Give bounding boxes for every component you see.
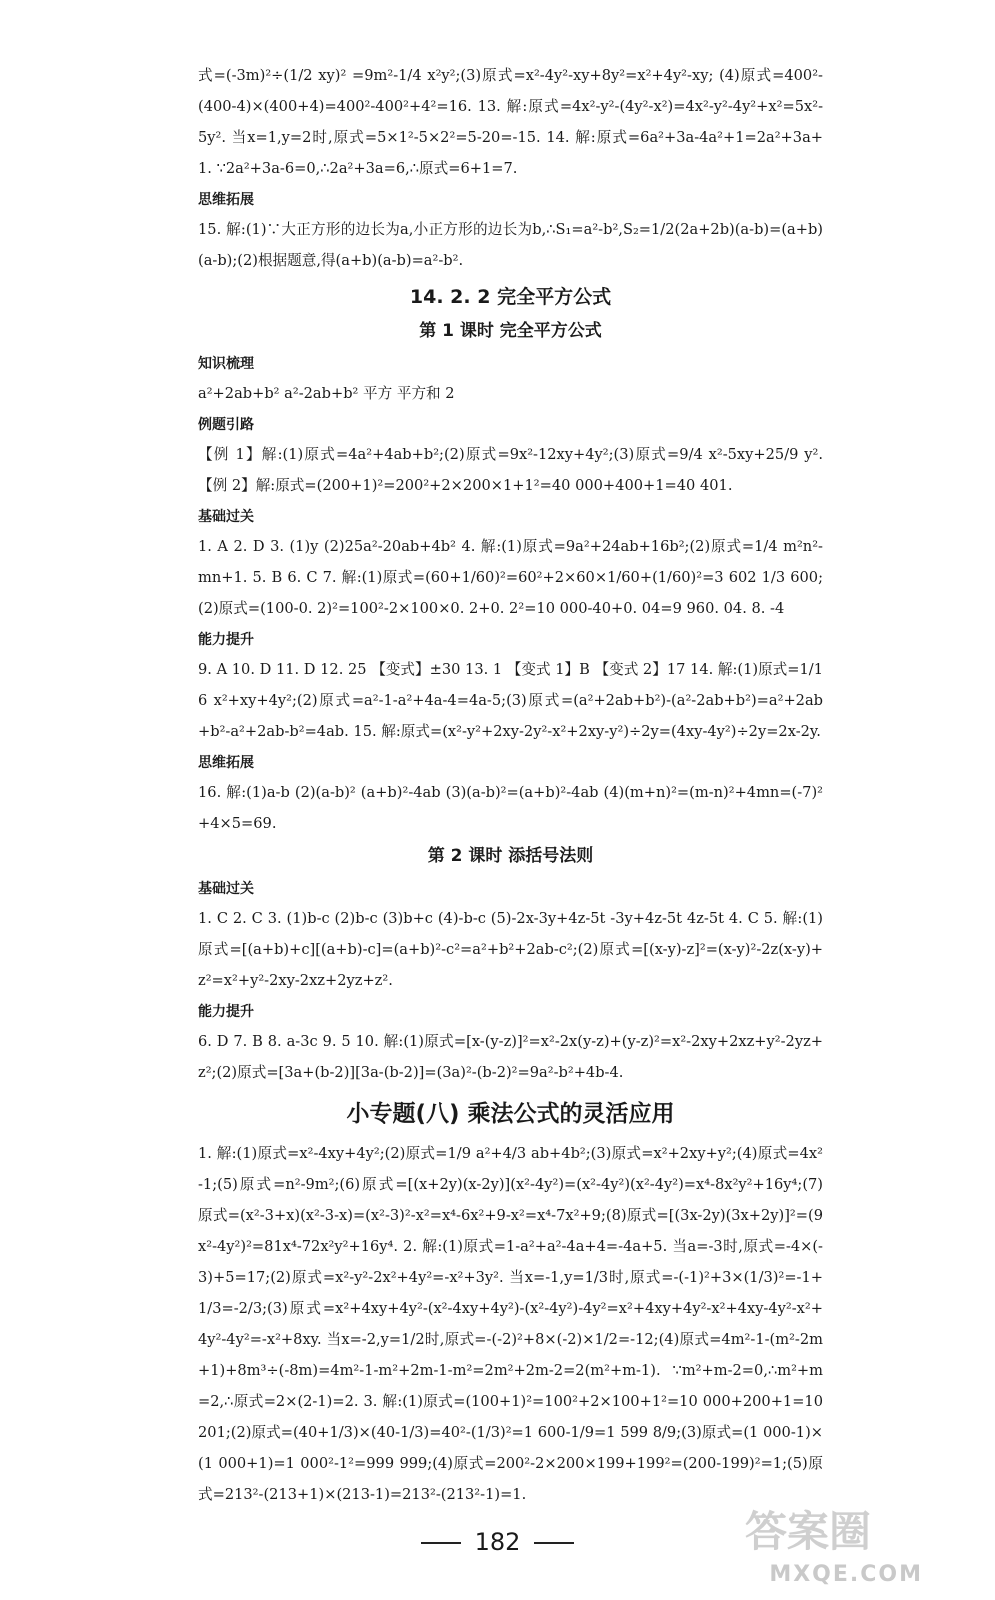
paragraph: 1. 解:(1)原式=x²-4xy+4y²;(2)原式=1/9 a²+4/3 ab+4b²;(3)原式=x²+2xy+y²;(4)原式=4x²-1;(5)原式=n²-9m²;(6)原式=[(x+2y)(x-2y)](x²-4y²)=(x²-4y²)(x²-4y²)=x⁴-8x²y²+16y⁴;(7)原式=(x²-3+x)(x²-3-x)=(x²-3)²-x²=x⁴-6x²+9-x²=x⁴-7x²+9;(8)原式=[(3x-2y)(3x+2y)]²=(9x²-4y²)²=81x⁴-72x²y²+16y⁴. 2. 解:(1)原式=1-a²+a²-4a+4=-4a+5. 当a=-3时,原式=-4×(-3)+5=17;(2)原式=x²-y²-2x²+4y²=-x²+3y². 当x=-1,y=1/3时,原式=-(-1)²+3×(1/3)²=-1+1/3=-2/3;(3)原式=x²+4xy+4y²-(x²-4xy+4y²)-(x²-4y²)-4y²=x²+4xy+4y²-x²+4xy-4y²-x²+4y²-4y²=-x²+8xy. 当x=-2,y=1/2时,原式=-(-2)²+8×(-2)×1/2=-12;(4)原式=4m²-1-(m²-2m+1)+8m³÷(-8m)=4m²-1-m²+2m-1-m²=2m²+2m-2=2(m²+m-1). ∵m²+m-2=0,∴m²+m=2,∴原式=2×(2-1)=2. 3. 解:(1)原式=(100+1)²=100²+2×100+1²=10 000+200+1=10 201;(2)原式=(40+1/3)×(40-1/3)=40²-(1/3)²=1 600-1/9=1 599 8/9;(3)原式=(1 000-1)×(1 000+1)=1 000²-1²=999 999;(4)原式=200²-2×200×199+199²=(200-199)²=1;(5)原式=213²-(213+1)×(213-1)=213²-(213²-1)=1. [198, 1145, 823, 1503]
section-label: 能力提升 [198, 1004, 254, 1020]
paragraph: 1. C 2. C 3. (1)b-c (2)b-c (3)b+c (4)-b-c (5)-2x-3y+4z-5t -3y+4z-5t 4z-5t 4. C 5. 解:(1)原式=[(a+b)+c][(a+b)-c]=(a+b)²-c²=a²+b²+2ab-c²;(2)原式=[(x-y)-z]²=(x-y)²-2z(x-y)+z²=x²+y²-2xy-2xz+2yz+z². [198, 910, 823, 989]
paragraph: 式=(-3m)²÷(1/2 xy)² =9m²-1/4 x²y²;(3)原式=x²-4y²-xy+8y²=x²+4y²-xy; (4)原式=400²-(400-4)×(400+4)=400²-400²+4²=16. 13. 解:原式=4x²-y²-(4y²-x²)=4x²-y²-4y²+x²=5x²-5y². 当x=1,y=2时,原式=5×1²-5×2²=5-20=-15. 14. 解:原式=6a²+3a-4a²+1=2a²+3a+1. ∵2a²+3a-6=0,∴2a²+3a=6,∴原式=6+1=7. [198, 67, 823, 177]
section-label: 思维拓展 [198, 192, 254, 208]
lesson-title: 第 2 课时 添括号法则 [427, 846, 594, 866]
special-topic-title: 小专题(八) 乘法公式的灵活应用 [346, 1101, 675, 1127]
section-label: 能力提升 [198, 632, 254, 648]
section-title: 14. 2. 2 完全平方公式 [409, 286, 612, 308]
page-number: 182 [474, 1528, 521, 1556]
section-label: 基础过关 [198, 509, 254, 525]
section-label: 例题引路 [198, 417, 254, 433]
paragraph: 6. D 7. B 8. a-3c 9. 5 10. 解:(1)原式=[x-(y-z)]²=x²-2x(y-z)+(y-z)²=x²-2xy+2xz+y²-2yz+z²;(2)原式=[3a+(b-2)][3a-(b-2)]=(3a)²-(b-2)²=9a²-b²+4b-4. [198, 1033, 823, 1081]
lesson-title: 第 1 课时 完全平方公式 [419, 321, 602, 341]
paragraph: 16. 解:(1)a-b (2)(a-b)² (a+b)²-4ab (3)(a-b)²=(a+b)²-4ab (4)(m+n)²=(m-n)²+4mn=(-7)²+4×5=69. [198, 784, 823, 832]
section-label: 基础过关 [198, 881, 254, 897]
paragraph: 【例 1】解:(1)原式=4a²+4ab+b²;(2)原式=9x²-12xy+4y²;(3)原式=9/4 x²-5xy+25/9 y². 【例 2】解:原式=(200+1)²=200²+2×200×1+1²=40 000+400+1=40 401. [198, 446, 823, 494]
watermark [735, 1500, 935, 1590]
paragraph: 15. 解:(1)∵大正方形的边长为a,小正方形的边长为b,∴S₁=a²-b²,S₂=1/2(2a+2b)(a-b)=(a+b)(a-b);(2)根据题意,得(a+b)(a-b)=a²-b². [198, 221, 823, 269]
footer-dash-left [421, 1542, 461, 1544]
paragraph: 9. A 10. D 11. D 12. 25 【变式】±30 13. 1 【变式 1】B 【变式 2】17 14. 解:(1)原式=1/16 x²+xy+4y²;(2)原式=a²-1-a²+4a-4=4a-5;(3)原式=(a²+2ab+b²)-(a²-2ab+b²)=a²+2ab+b²-a²+2ab-b²=4ab. 15. 解:原式=(x²-y²+2xy-2y²-x²+2xy-y²)÷2y=(4xy-4y²)÷2y=2x-2y. [198, 661, 823, 740]
paragraph: a²+2ab+b² a²-2ab+b² 平方 平方和 2 [198, 385, 455, 402]
paragraph: 1. A 2. D 3. (1)y (2)25a²-20ab+4b² 4. 解:(1)原式=9a²+24ab+16b²;(2)原式=1/4 m²n²-mn+1. 5. B 6. C 7. 解:(1)原式=(60+1/60)²=60²+2×60×1/60+(1/60)²=3 602 1/3 600;(2)原式=(100-0. 2)²=100²-2×100×0. 2+0. 2²=10 000-40+0. 04=9 960. 04. 8. -4 [198, 538, 823, 617]
watermark-logo-text: 答案圈 [745, 1507, 872, 1556]
page-content [198, 60, 823, 1510]
section-label: 知识梳理 [198, 356, 254, 372]
watermark-logo [745, 1500, 935, 1560]
section-label: 思维拓展 [198, 755, 254, 771]
footer-dash-right [534, 1542, 574, 1544]
watermark-url: MXQE.COM [769, 1562, 923, 1587]
